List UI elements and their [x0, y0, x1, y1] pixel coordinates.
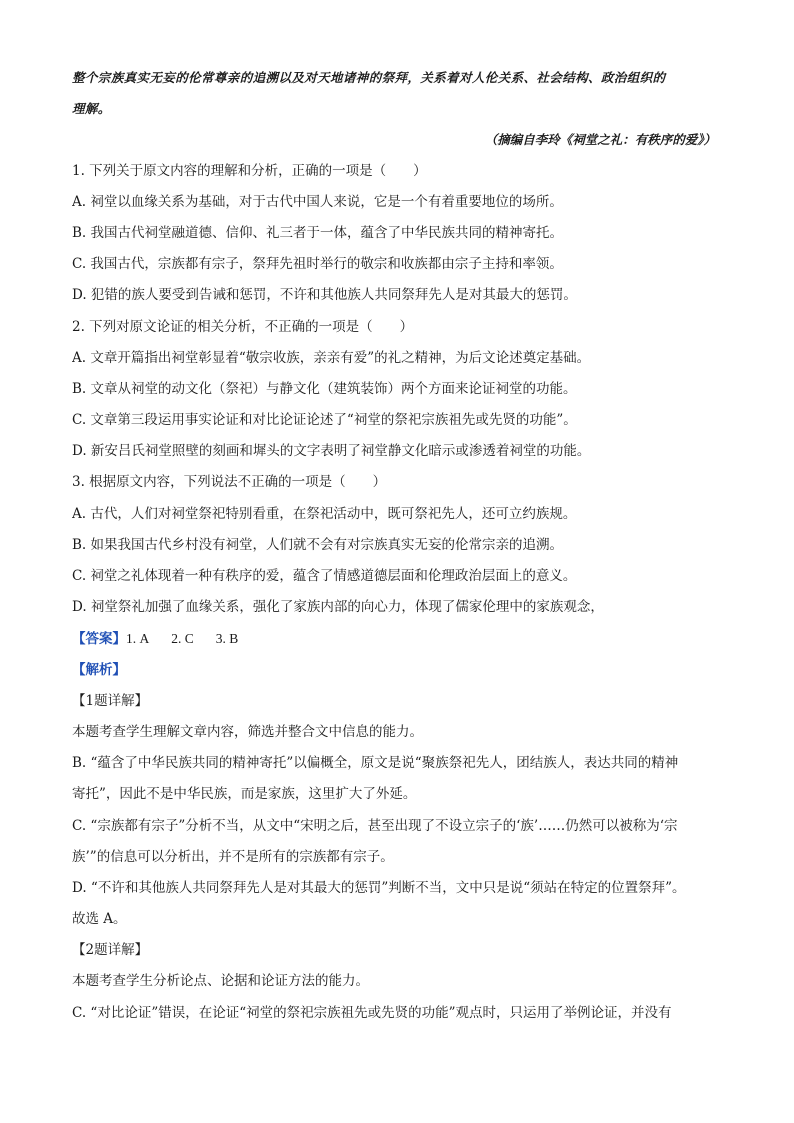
- analysis-heading-1: 【1题详解】: [72, 692, 149, 709]
- intro-line: 理解。: [72, 101, 111, 117]
- analysis-line: 本题考查学生理解文章内容，筛选并整合文中信息的能力。: [72, 723, 423, 740]
- analysis-line: 故选 A。: [72, 911, 127, 928]
- question-option: C. 我国古代，宗族都有宗子，祭拜先祖时举行的敬宗和收族都由宗子主持和率领。: [72, 256, 563, 273]
- analysis-line: C. “宗族都有宗子”分析不当，从文中“宋明之后，甚至出现了不设立宗子的‘族’……仍然可以被称为‘宗: [72, 817, 678, 834]
- question-option: A. 文章开篇指出祠堂彰显着“敬宗收族，亲亲有爱”的礼之精神，为后文论述奠定基础。: [72, 349, 591, 366]
- question-option: D. 新安吕氏祠堂照壁的刻画和墀头的文字表明了祠堂静文化暗示或渗透着祠堂的功能。: [72, 443, 591, 460]
- question-2: [72, 312, 722, 468]
- analysis-tag: 【解析】: [72, 661, 126, 678]
- question-1: [72, 156, 722, 312]
- document-page: [72, 62, 722, 1029]
- analysis-line: 寄托”，因此不是中华民族，而是家族，这里扩大了外延。: [72, 786, 417, 803]
- question-option: B. 文章从祠堂的动文化（祭祀）与静文化（建筑装饰）两个方面来论证祠堂的功能。: [72, 380, 577, 397]
- question-stem: 1. 下列关于原文内容的理解和分析，正确的一项是（ ）: [72, 162, 427, 179]
- question-stem: 2. 下列对原文论证的相关分析，不正确的一项是（ ）: [72, 318, 414, 335]
- source-citation: （摘编自李玲《祠堂之礼：有秩序的爱》）: [484, 132, 716, 148]
- question-3: [72, 467, 722, 623]
- analysis-heading-2: 【2题详解】: [72, 942, 149, 959]
- answer-tag: 【答案】: [72, 631, 126, 648]
- answer-line: [72, 623, 722, 654]
- analysis-line: 本题考查学生分析论点、论据和论证方法的能力。: [72, 973, 369, 990]
- question-option: C. 祠堂之礼体现着一种有秩序的爱，蕴含了情感道德层面和伦理政治层面上的意义。: [72, 568, 577, 584]
- analysis-line: B. “蕴含了中华民族共同的精神寄托”以偏概全，原文是说“聚族祭祀先人，团结族人，表达共同的精神: [72, 755, 679, 772]
- answer-value: 1. A: [126, 631, 150, 647]
- answer-values: [126, 631, 260, 646]
- answer-value: 3. B: [215, 631, 239, 647]
- analysis-line: 族’”的信息可以分析出，并不是所有的宗族都有宗子。: [72, 848, 394, 865]
- answer-value: 2. C: [171, 631, 194, 647]
- question-option: B. 我国古代祠堂融道德、信仰、礼三者于一体，蕴含了中华民族共同的精神寄托。: [72, 224, 564, 241]
- analysis-line: C. “对比论证”错误，在论证“祠堂的祭祀宗族祖先或先贤的功能”观点时，只运用了举例论证，并没有: [72, 1004, 672, 1021]
- question-stem: 3. 根据原文内容，下列说法不正确的一项是（ ）: [72, 474, 387, 491]
- question-option: A. 古代，人们对祠堂祭祀特别看重，在祭祀活动中，既可祭祀先人，还可立约族规。: [72, 505, 577, 522]
- question-option: C. 文章第三段运用事实论证和对比论证论述了“祠堂的祭祀宗族祖先或先贤的功能”。: [72, 412, 577, 429]
- question-option: B. 如果我国古代乡村没有祠堂，人们就不会有对宗族真实无妄的伦常宗亲的追溯。: [72, 536, 564, 553]
- question-option: D. 犯错的族人要受到告诫和惩罚，不许和其他族人共同祭拜先人是对其最大的惩罚。: [72, 287, 577, 304]
- intro-line: 整个宗族真实无妄的伦常尊亲的追溯以及对天地诸神的祭拜，关系着对人伦关系、社会结构、政治组织的: [72, 70, 666, 85]
- question-option: D. 祠堂祭礼加强了血缘关系，强化了家族内部的向心力，体现了儒家伦理中的家族观念，: [72, 599, 604, 616]
- analysis-line: D. “不许和其他族人共同祭拜先人是对其最大的惩罚”判断不当，文中只是说“须站在特定的位置祭拜”。: [72, 879, 686, 896]
- question-option: A. 祠堂以血缘关系为基础，对于古代中国人来说，它是一个有着重要地位的场所。: [72, 193, 563, 210]
